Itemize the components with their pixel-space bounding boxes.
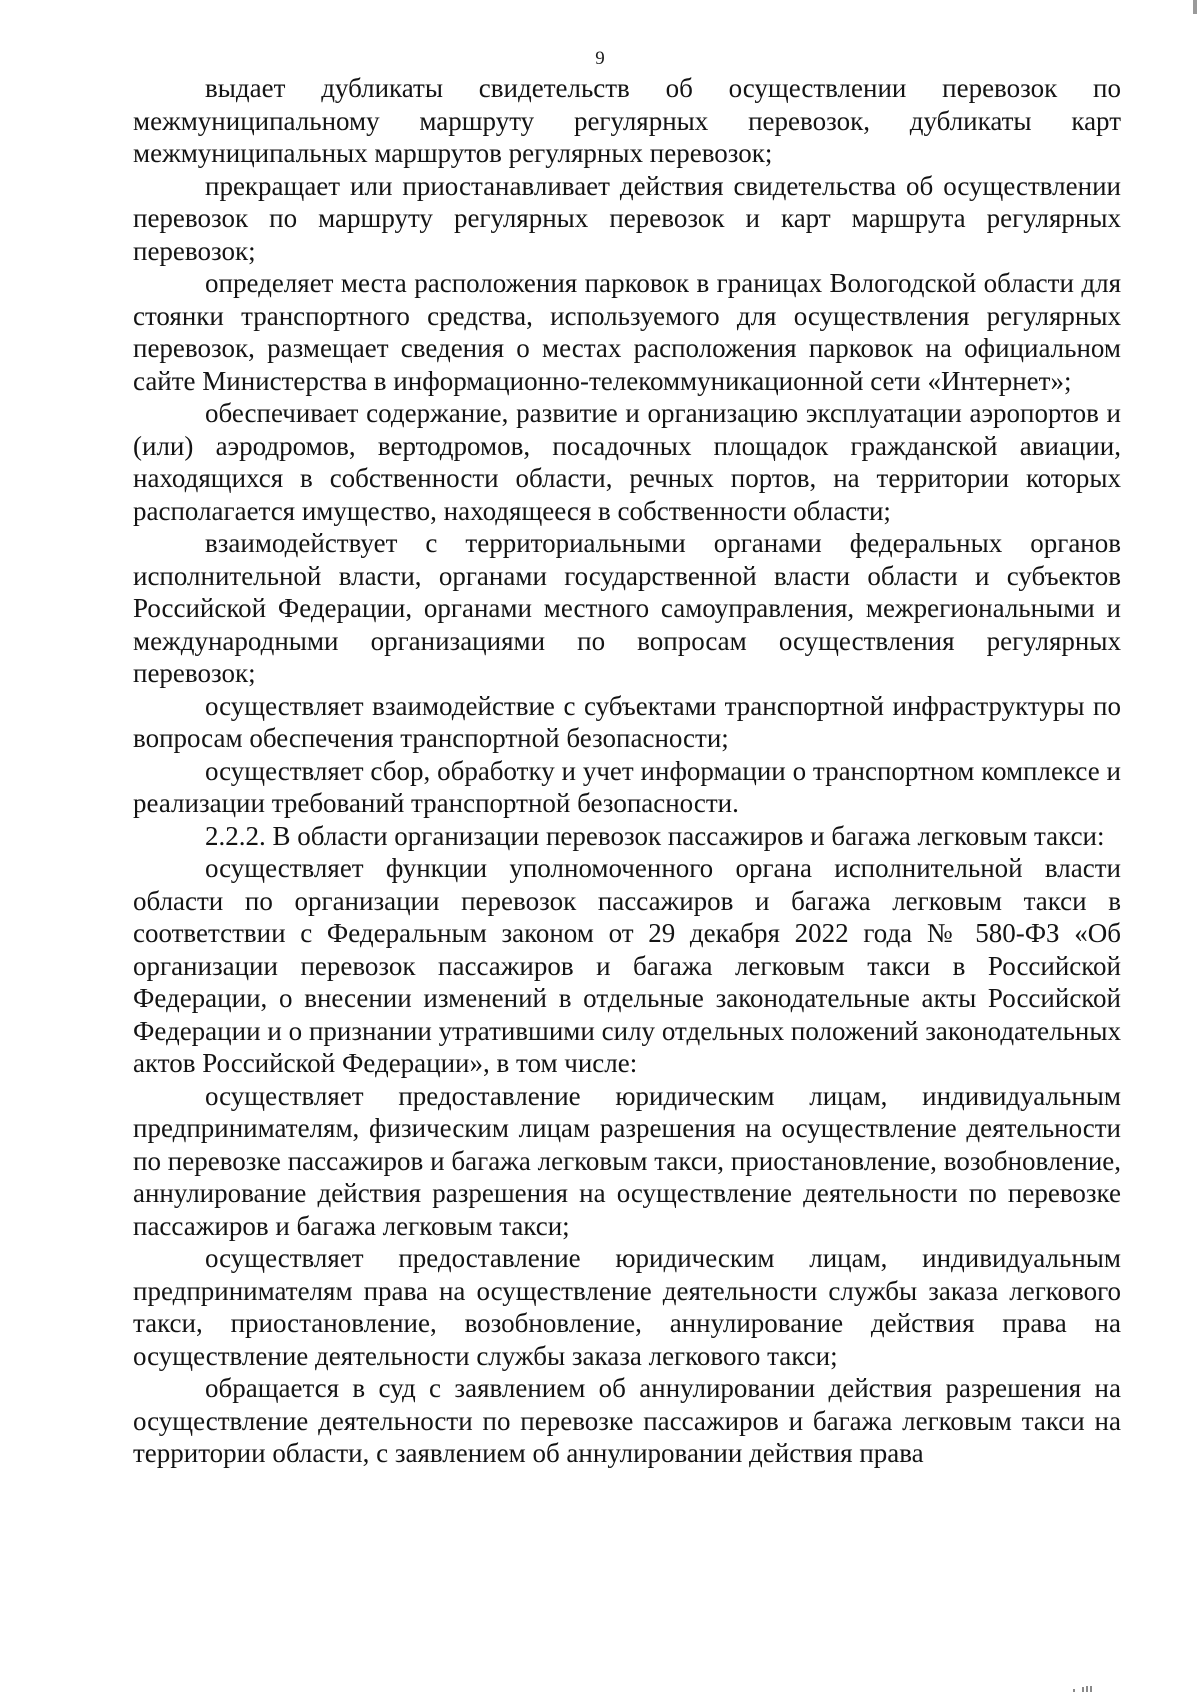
paragraph: осуществляет предоставление юридическим лицам, индивидуальным предпринимателям права на осуществление деятельности службы заказа легкового такси, приостановление, возобновление, аннулирование действия права на осуществление деятельности службы заказа легкового такси; [133,1243,1121,1371]
paragraph: обеспечивает содержание, развитие и организацию эксплуатации аэропортов и (или) аэродромов, вертодромов, посадочных площадок гражданской авиации, находящихся в собственности области, речных портов, на территории которых располагается имущество, находящееся в собственности области; [133,398,1121,526]
paragraph: осуществляет предоставление юридическим лицам, индивидуальным предпринимателям, физическим лицам разрешения на осуществление деятельности по перевозке пассажиров и багажа легковым такси, приостановление, возобновление, аннулирование действия разрешения на осуществление деятельности по перевозке пассажиров и багажа легковым такси; [133,1080,1121,1241]
paragraph: обращается в суд с заявлением об аннулировании действия разрешения на осуществление деятельности по перевозке пассажиров и багажа легковым такси на территории области, с заявлением об аннулировании действия права [133,1373,1121,1468]
document-body [133,72,1121,1470]
paragraph: осуществляет функции уполномоченного органа исполнительной власти области по организации перевозок пассажиров и багажа легковым такси в соответствии с Федеральным законом от 29 декабря 2022 года № 580-ФЗ «Об организации перевозок пассажиров и багажа легковым такси в Российской Федерации, о внесении изменений в отдельные законодательные акты Российской Федерации и о признании утратившими силу отдельных положений законодательных актов Российской Федерации», в том числе: [133,853,1121,1078]
scan-edge-mark [1073,1686,1103,1692]
paragraph: взаимодействует с территориальными органами федеральных органов исполнительной власти, органами государственной власти области и субъектов Российской Федерации, органами местного самоуправления, межрегиональными и международными организациями по вопросам осуществления регулярных перевозок; [133,528,1121,688]
paragraph: прекращает или приостанавливает действия свидетельства об осуществлении перевозок по маршруту регулярных перевозок и карт маршрута регулярных перевозок; [133,170,1121,266]
paragraph: осуществляет сбор, обработку и учет информации о транспортном комплексе и реализации требований транспортной безопасности. [133,755,1121,818]
section-heading-paragraph: 2.2.2. В области организации перевозок пассажиров и багажа легковым такси: [205,820,1105,851]
page-number: 9 [595,48,605,69]
paragraph: выдает дубликаты свидетельств об осуществлении перевозок по межмуниципальному маршруту регулярных перевозок, дубликаты карт межмуниципальных маршрутов регулярных перевозок; [133,73,1121,168]
paragraph: определяет места расположения парковок в границах Вологодской области для стоянки транспортного средства, используемого для осуществления регулярных перевозок, размещает сведения о местах расположения парковок на официальном сайте Министерства в информационно-телекоммуникационной сети «Интернет»; [133,268,1121,396]
scan-edge-mark [1193,0,1197,14]
paragraph: осуществляет взаимодействие с субъектами транспортной инфраструктуры по вопросам обеспечения транспортной безопасности; [133,690,1121,753]
